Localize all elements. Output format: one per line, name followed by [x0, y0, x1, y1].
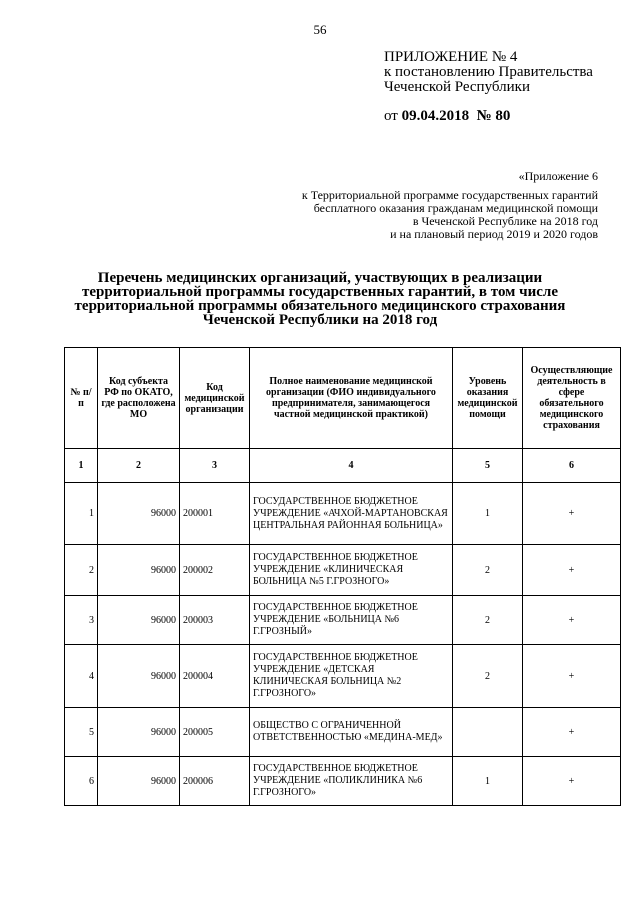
date-prefix: от	[384, 108, 402, 124]
column-number: 1	[65, 449, 98, 483]
column-number: 2	[98, 449, 180, 483]
row-number: 3	[65, 596, 98, 645]
table-header-row	[65, 348, 621, 449]
header-cell: Уровень оказания медицинской помощи	[453, 348, 523, 449]
row-number: 2	[65, 545, 98, 596]
column-number: 5	[453, 449, 523, 483]
oms-mark: +	[523, 483, 621, 545]
okato-code: 96000	[98, 483, 180, 545]
okato-code: 96000	[98, 757, 180, 806]
org-code: 200004	[180, 645, 250, 708]
org-name: ГОСУДАРСТВЕННОЕ БЮДЖЕТНОЕ УЧРЕЖДЕНИЕ «АЧХОЙ-МАРТАНОВСКАЯ ЦЕНТРАЛЬНАЯ РАЙОННАЯ БОЛЬНИЦА»	[250, 483, 453, 545]
row-number: 5	[65, 708, 98, 757]
column-number: 4	[250, 449, 453, 483]
appendix-line-2: Чеченской Республики	[384, 79, 530, 95]
care-level: 2	[453, 645, 523, 708]
appendix-number: № 80	[476, 108, 511, 124]
appendix-line-1: к постановлению Правительства	[384, 64, 593, 80]
amendment-line: и на плановый период 2019 и 2020 годов	[390, 227, 598, 241]
header-cell: № п/п	[65, 348, 98, 449]
table-row	[65, 483, 621, 545]
oms-mark: +	[523, 708, 621, 757]
okato-code: 96000	[98, 545, 180, 596]
care-level: 1	[453, 757, 523, 806]
header-cell: Код медицинской организации	[180, 348, 250, 449]
row-number: 6	[65, 757, 98, 806]
appendix-title: ПРИЛОЖЕНИЕ № 4	[384, 49, 518, 65]
org-code: 200005	[180, 708, 250, 757]
column-number: 6	[523, 449, 621, 483]
org-name: ГОСУДАРСТВЕННОЕ БЮДЖЕТНОЕ УЧРЕЖДЕНИЕ «КЛИНИЧЕСКАЯ БОЛЬНИЦА №5 Г.ГРОЗНОГО»	[250, 545, 453, 596]
care-level: 2	[453, 545, 523, 596]
care-level	[453, 708, 523, 757]
amendment-block	[302, 170, 598, 241]
org-code: 200006	[180, 757, 250, 806]
org-name: ГОСУДАРСТВЕННОЕ БЮДЖЕТНОЕ УЧРЕЖДЕНИЕ «ПОЛИКЛИНИКА №6 Г.ГРОЗНОГО»	[250, 757, 453, 806]
oms-mark: +	[523, 596, 621, 645]
okato-code: 96000	[98, 596, 180, 645]
column-number-row	[65, 449, 621, 483]
org-code: 200001	[180, 483, 250, 545]
column-number: 3	[180, 449, 250, 483]
row-number: 4	[65, 645, 98, 708]
amendment-line: к Территориальной программе государственных гарантий	[301, 188, 598, 202]
row-number: 1	[65, 483, 98, 545]
amendment-line: в Чеченской Республике на 2018 год	[412, 214, 598, 228]
table-row	[65, 708, 621, 757]
amendment-label: «Приложение 6	[518, 169, 598, 183]
table-row	[65, 596, 621, 645]
appendix-block	[384, 50, 593, 124]
page-number: 56	[313, 22, 327, 37]
org-code: 200003	[180, 596, 250, 645]
oms-mark: +	[523, 757, 621, 806]
appendix-date-line	[384, 109, 593, 124]
oms-mark: +	[523, 545, 621, 596]
table-row	[65, 645, 621, 708]
table-row	[65, 545, 621, 596]
appendix-date: 09.04.2018	[401, 108, 470, 124]
header-cell: Осуществляющие деятельность в сфере обязательного медицинского страхования	[523, 348, 621, 449]
header-cell: Код субъекта РФ по ОКАТО, где расположена МО	[98, 348, 180, 449]
care-level: 2	[453, 596, 523, 645]
okato-code: 96000	[98, 708, 180, 757]
care-level: 1	[453, 483, 523, 545]
header-cell: Полное наименование медицинской организации (ФИО индивидуального предпринимателя, занимающегося частной медицинской практикой)	[250, 348, 453, 449]
okato-code: 96000	[98, 645, 180, 708]
org-code: 200002	[180, 545, 250, 596]
organizations-table	[64, 347, 621, 806]
oms-mark: +	[523, 645, 621, 708]
document-title: Перечень медицинских организаций, участвующих в реализации территориальной программы государственных гарантий, в том числе территориальной программы обязательного медицинского страхования Чеченской Республики на 2018 год	[74, 270, 566, 328]
org-name: ГОСУДАРСТВЕННОЕ БЮДЖЕТНОЕ УЧРЕЖДЕНИЕ «ДЕТСКАЯ КЛИНИЧЕСКАЯ БОЛЬНИЦА №2 Г.ГРОЗНОГО»	[250, 645, 453, 708]
table-row	[65, 757, 621, 806]
org-name: ГОСУДАРСТВЕННОЕ БЮДЖЕТНОЕ УЧРЕЖДЕНИЕ «БОЛЬНИЦА №6 Г.ГРОЗНЫЙ»	[250, 596, 453, 645]
org-name: ОБЩЕСТВО С ОГРАНИЧЕННОЙ ОТВЕТСТВЕННОСТЬЮ «МЕДИНА-МЕД»	[250, 708, 453, 757]
amendment-line: бесплатного оказания гражданам медицинской помощи	[313, 201, 598, 215]
